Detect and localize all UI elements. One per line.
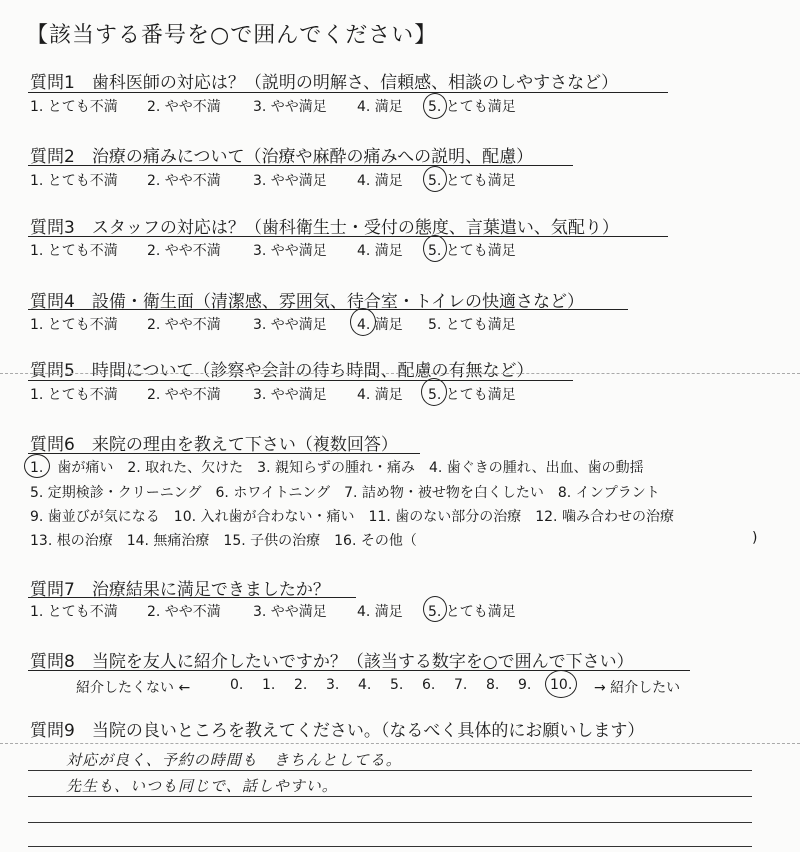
question-2-option-5[interactable]: 5. とても満足 bbox=[428, 173, 516, 189]
recommend-scale-4[interactable]: 4. bbox=[358, 677, 372, 693]
question-1-option-1[interactable]: 1. とても不満 bbox=[30, 99, 118, 115]
handwritten-answer-line-2: 先生も、いつも同じで、話しやすい。 bbox=[66, 777, 338, 795]
question-3-option-3[interactable]: 3. やや満足 bbox=[253, 243, 327, 259]
recommend-scale-9[interactable]: 9. bbox=[518, 677, 532, 693]
question-6-reasons-row-2[interactable]: 5. 定期検診・クリーニング 6. ホワイトニング 7. 詰め物・被せ物を白くしたい 8. インプラント bbox=[30, 485, 660, 501]
question-8-answer-circle bbox=[545, 670, 577, 698]
answer-rule-3 bbox=[28, 822, 752, 823]
question-7-option-2[interactable]: 2. やや不満 bbox=[147, 604, 221, 620]
question-3-option-5[interactable]: 5. とても満足 bbox=[428, 243, 516, 259]
question-8-heading: 質問8 当院を友人に紹介したいですか？（該当する数字を○で囲んで下さい） bbox=[30, 652, 634, 672]
recommend-scale-0[interactable]: 0. bbox=[230, 677, 244, 693]
question-7-answer-circle bbox=[423, 596, 447, 622]
question-1-option-4[interactable]: 4. 満足 bbox=[357, 99, 403, 115]
question-3-option-2[interactable]: 2. やや不満 bbox=[147, 243, 221, 259]
question-7-option-4[interactable]: 4. 満足 bbox=[357, 604, 403, 620]
question-7-option-1[interactable]: 1. とても不満 bbox=[30, 604, 118, 620]
answer-rule-4 bbox=[28, 846, 752, 847]
question-7-underline bbox=[28, 597, 356, 598]
question-1-option-5[interactable]: 5. とても満足 bbox=[428, 99, 516, 115]
question-3-underline bbox=[28, 236, 668, 237]
question-1-underline bbox=[28, 92, 668, 93]
question-2-answer-circle bbox=[423, 166, 447, 192]
question-1-option-3[interactable]: 3. やや満足 bbox=[253, 99, 327, 115]
question-4-answer-circle bbox=[350, 308, 376, 336]
recommend-scale-7[interactable]: 7. bbox=[454, 677, 468, 693]
handwritten-answer-line-1: 対応が良く、予約の時間も きちんとしてる。 bbox=[66, 751, 402, 769]
question-2-option-1[interactable]: 1. とても不満 bbox=[30, 173, 118, 189]
question-7-option-5[interactable]: 5. とても満足 bbox=[428, 604, 516, 620]
question-8-underline bbox=[28, 670, 690, 671]
question-4-heading: 質問4 設備・衛生面（清潔感、雰囲気、待合室・トイレの快適さなど） bbox=[30, 292, 584, 312]
question-4-underline bbox=[28, 309, 628, 310]
question-5-option-5[interactable]: 5. とても満足 bbox=[428, 387, 516, 403]
question-4-option-4[interactable]: 4. 満足 bbox=[357, 317, 403, 333]
question-1-option-2[interactable]: 2. やや不満 bbox=[147, 99, 221, 115]
recommend-scale-6[interactable]: 6. bbox=[422, 677, 436, 693]
question-6-reasons-row-4[interactable]: 13. 根の治療 14. 無痛治療 15. 子供の治療 16. その他（ bbox=[30, 533, 417, 549]
question-5-option-4[interactable]: 4. 満足 bbox=[357, 387, 403, 403]
question-3-option-4[interactable]: 4. 満足 bbox=[357, 243, 403, 259]
form-title: 【該当する番号を○で囲んでください】 bbox=[26, 23, 438, 48]
question-5-option-1[interactable]: 1. とても不満 bbox=[30, 387, 118, 403]
recommend-scale-left-label: 紹介したくない ← bbox=[76, 680, 191, 696]
question-2-option-2[interactable]: 2. やや不満 bbox=[147, 173, 221, 189]
question-5-option-3[interactable]: 3. やや満足 bbox=[253, 387, 327, 403]
question-3-heading: 質問3 スタッフの対応は？（歯科衛生士・受付の態度、言葉遣い、気配り） bbox=[30, 218, 619, 238]
question-3-answer-circle bbox=[423, 235, 447, 262]
question-2-underline bbox=[28, 165, 573, 166]
scan-artifact-line-2 bbox=[0, 743, 800, 744]
question-6-heading: 質問6 来院の理由を教えて下さい（複数回答） bbox=[30, 435, 398, 455]
question-5-underline bbox=[28, 380, 573, 381]
answer-rule-1 bbox=[28, 770, 752, 771]
recommend-scale-3[interactable]: 3. bbox=[326, 677, 340, 693]
question-5-option-2[interactable]: 2. やや不満 bbox=[147, 387, 221, 403]
question-1-heading: 質問1 歯科医師の対応は？（説明の明解さ、信頼感、相談のしやすさなど） bbox=[30, 73, 619, 93]
question-6-reasons-row-1[interactable]: 1. 歯が痛い 2. 取れた、欠けた 3. 親知らずの腫れ・痛み 4. 歯ぐきの腫れ、出血、歯の動揺 bbox=[30, 460, 644, 476]
question-6-reasons-row-3[interactable]: 9. 歯並びが気になる 10. 入れ歯が合わない・痛い 11. 歯のない部分の治療 12. 噛み合わせの治療 bbox=[30, 509, 674, 525]
question-2-option-4[interactable]: 4. 満足 bbox=[357, 173, 403, 189]
question-6-other-close-paren: ) bbox=[752, 530, 758, 546]
question-5-answer-circle bbox=[421, 378, 447, 406]
question-1-answer-circle bbox=[423, 93, 447, 119]
question-3-option-1[interactable]: 1. とても不満 bbox=[30, 243, 118, 259]
recommend-scale-10[interactable]: 10. bbox=[550, 677, 573, 693]
recommend-scale-1[interactable]: 1. bbox=[262, 677, 276, 693]
recommend-scale-right-label: → 紹介したい bbox=[594, 680, 681, 696]
question-6-underline bbox=[28, 453, 420, 454]
question-2-option-3[interactable]: 3. やや満足 bbox=[253, 173, 327, 189]
recommend-scale-2[interactable]: 2. bbox=[294, 677, 308, 693]
question-4-option-2[interactable]: 2. やや不満 bbox=[147, 317, 221, 333]
question-5-heading: 質問5 時間について（診察や会計の待ち時間、配慮の有無など） bbox=[30, 361, 534, 381]
recommend-scale-5[interactable]: 5. bbox=[390, 677, 404, 693]
question-4-option-3[interactable]: 3. やや満足 bbox=[253, 317, 327, 333]
question-2-heading: 質問2 治療の痛みについて（治療や麻酔の痛みへの説明、配慮） bbox=[30, 147, 534, 167]
question-7-option-3[interactable]: 3. やや満足 bbox=[253, 604, 327, 620]
recommend-scale-8[interactable]: 8. bbox=[486, 677, 500, 693]
scan-artifact-line bbox=[0, 373, 800, 374]
question-4-option-5[interactable]: 5. とても満足 bbox=[428, 317, 516, 333]
question-6-answer-circle bbox=[24, 454, 50, 478]
answer-rule-2 bbox=[28, 796, 752, 797]
question-7-heading: 質問7 治療結果に満足できましたか？ bbox=[30, 580, 330, 600]
question-9-heading: 質問9 当院の良いところを教えてください。（なるべく具体的にお願いします） bbox=[30, 721, 645, 741]
question-4-option-1[interactable]: 1. とても不満 bbox=[30, 317, 118, 333]
